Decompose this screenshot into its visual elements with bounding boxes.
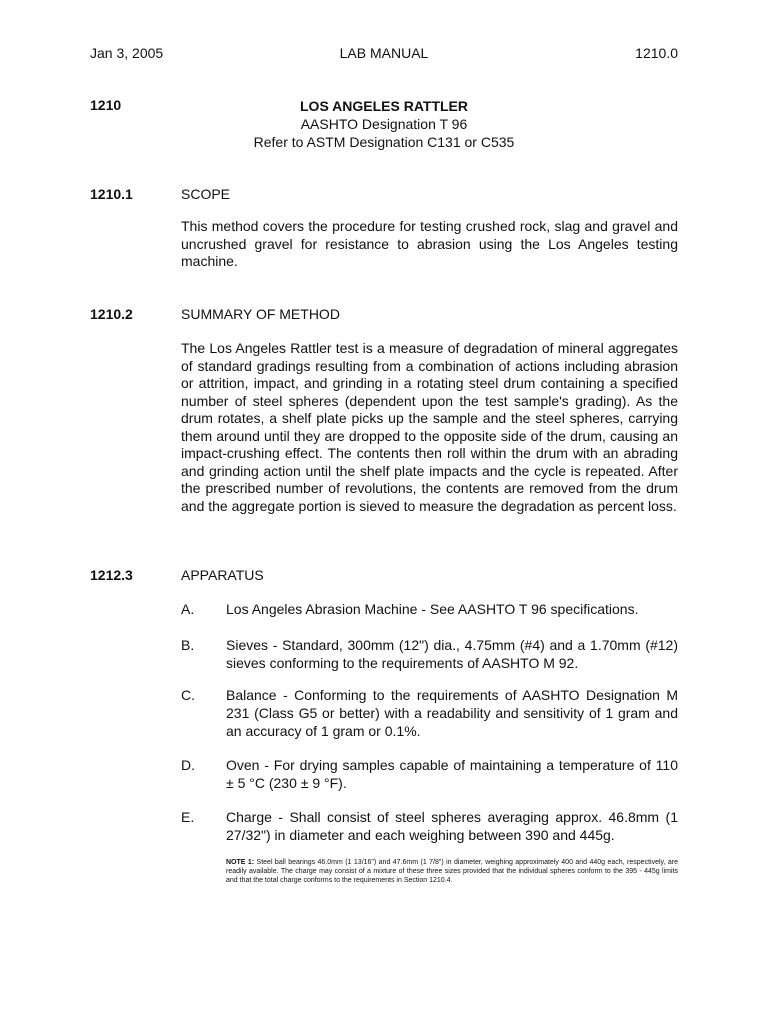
note-label: NOTE 1:: [226, 859, 255, 866]
aashto-designation: AASHTO Designation T 96: [300, 116, 468, 132]
apparatus-item-text: Los Angeles Abrasion Machine - See AASHTO T 96 specifications.: [226, 601, 639, 617]
header-number: 1210.0: [635, 45, 678, 61]
summary-paragraph: The Los Angeles Rattler test is a measure of degradation of mineral aggregates of standard gradings resulting from a combination of actions including abrasion or attrition, impact, and grinding in a rotating steel drum containing a specified number of steel spheres (dependent upon the test sample's grading). As the drum rotates, a shelf plate picks up the sample and the steel spheres, carrying them around until they are dropped to the opposite side of the drum, causing an impact-crushing effect. The contents then roll within the drum with an abrading and grinding action until the shelf plate impacts and the cycle is repeated. After the prescribed number of revolutions, the contents are removed from the drum and the aggregate portion is sieved to measure the degradation as percent loss.: [181, 340, 678, 514]
section-heading-summary: SUMMARY OF METHOD: [181, 306, 340, 322]
page-title: LOS ANGELES RATTLER: [300, 98, 468, 114]
scope-paragraph: This method covers the procedure for testing crushed rock, slag and gravel and uncrushed gravel for resistance to abrasion using the Los Angeles testing machine.: [181, 218, 678, 269]
footnote: [226, 858, 678, 886]
apparatus-item-letter: E.: [181, 809, 195, 825]
astm-reference: Refer to ASTM Designation C131 or C535: [253, 134, 515, 150]
note-text: Steel ball bearings 46.0mm (1 13/16") and 47.6mm (1 7/8") in diameter, weighing approximately 400 and 440g each, respectively, are readily available. The charge may consist of a mixture of these three sizes provided that the individual spheres conform to the 395 - 445g limits and that the total charge conforms to the requirements in Section 1210.4.: [226, 859, 678, 885]
title-block: [0, 97, 768, 151]
apparatus-item-text: Sieves - Standard, 300mm (12") dia., 4.75mm (#4) and a 1.70mm (#12) sieves conforming to the requirements of AASHTO M 92.: [226, 637, 678, 671]
section-heading-scope: SCOPE: [181, 186, 231, 202]
apparatus-item-letter: D.: [181, 757, 195, 773]
apparatus-item-text: Oven - For drying samples capable of maintaining a temperature of 110 ± 5 °C (230 ± 9 °F).: [226, 757, 678, 791]
header-date: Jan 3, 2005: [90, 45, 164, 61]
apparatus-item-letter: B.: [181, 637, 195, 653]
apparatus-item-text: Charge - Shall consist of steel spheres averaging approx. 46.8mm (1 27/32") in diameter and each weighing between 390 and 445g.: [226, 809, 678, 843]
apparatus-item-letter: C.: [181, 687, 195, 703]
header-title: LAB MANUAL: [339, 45, 429, 61]
section-number-summary: 1210.2: [90, 306, 133, 322]
title-number: 1210: [90, 97, 122, 113]
section-number-scope: 1210.1: [90, 186, 133, 202]
section-number-apparatus: 1212.3: [90, 567, 133, 583]
apparatus-item-text: Balance - Conforming to the requirements of AASHTO Designation M 231 (Class G5 or better) with a readability and sensitivity of 1 gram and an accuracy of 1 gram or 0.1%.: [226, 687, 678, 739]
section-heading-apparatus: APPARATUS: [181, 567, 264, 583]
apparatus-item-letter: A.: [181, 601, 195, 617]
